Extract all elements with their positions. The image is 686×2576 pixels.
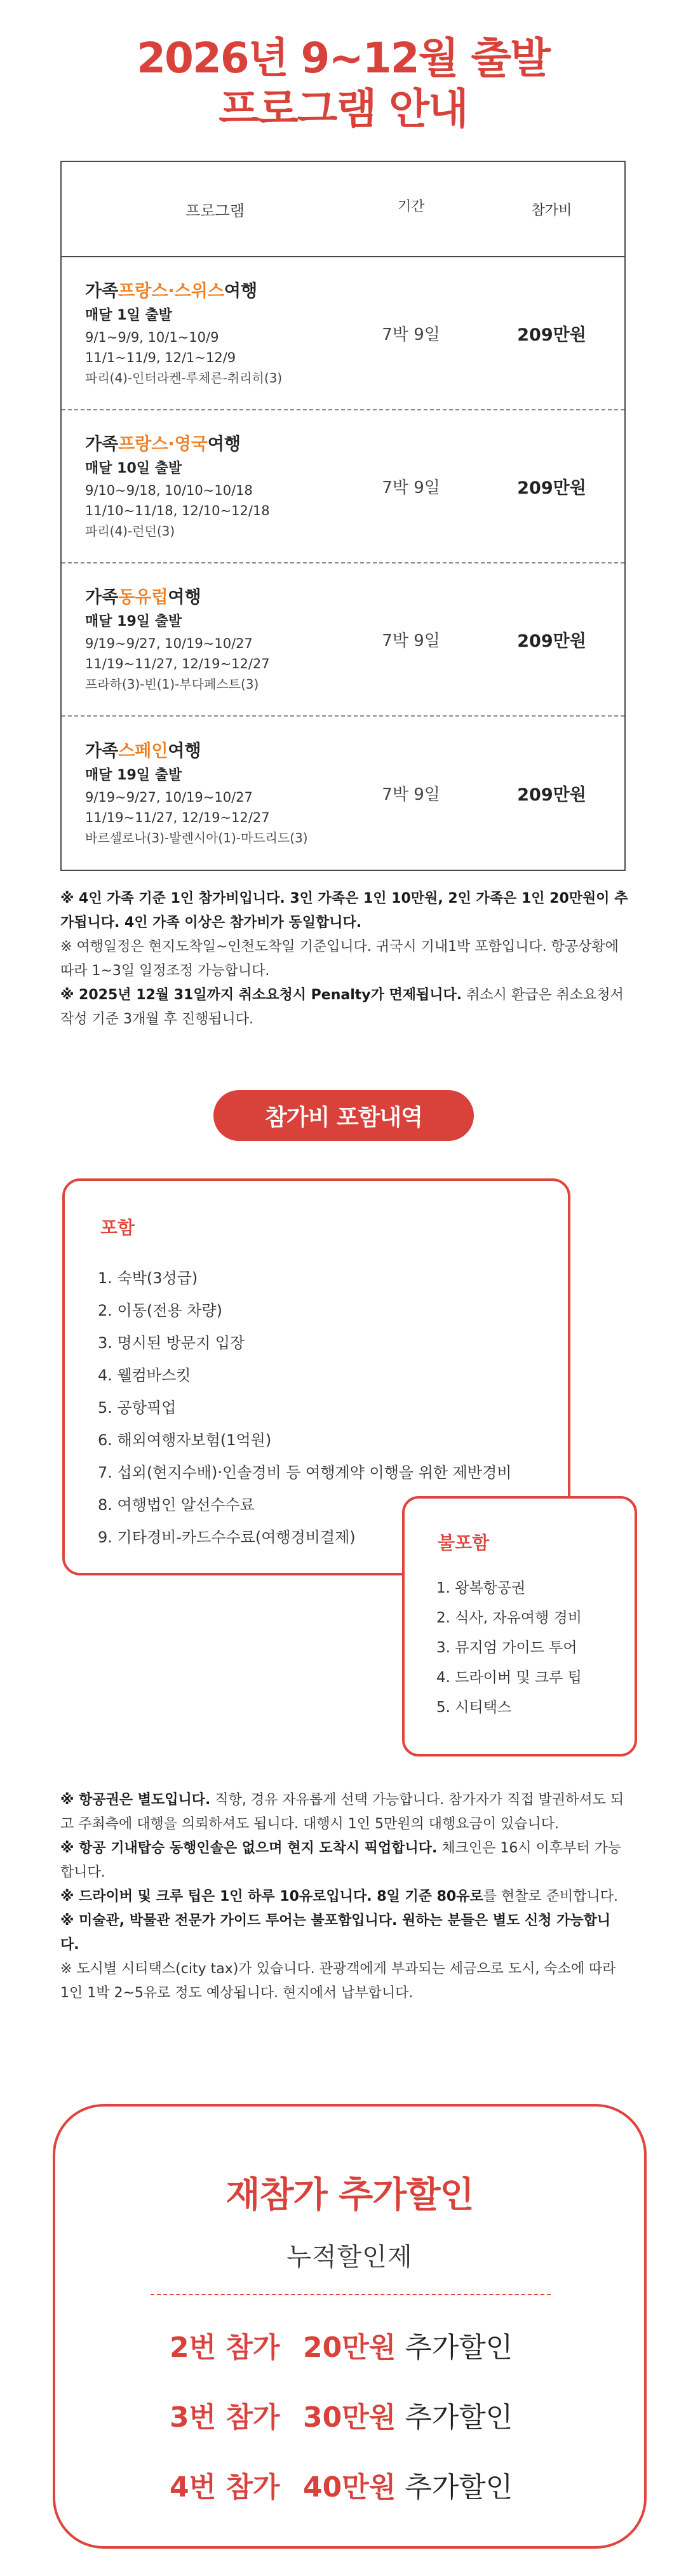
note-city-tax: ※ 도시별 시티택스(city tax)가 있습니다. 관광객에게 부과되는 세금으로 도시, 숙소에 따라 1인 1박 2~5유로 정도 예상됩니다. 현지에서 납부합니다.: [60, 1961, 616, 2001]
note-guide: [60, 1909, 629, 1957]
program-name: [85, 739, 343, 764]
dates-line-1: 9/19~9/27, 10/19~10/27: [85, 635, 253, 651]
dates-line-1: 9/1~9/9, 10/1~10/9: [85, 329, 219, 345]
list-item: 1. 숙박(3성급): [98, 1269, 198, 1287]
program-cell: [62, 279, 343, 388]
fee-cell: 209만원: [517, 785, 586, 805]
note-pickup-bold: ※ 항공 기내탑승 동행인솔은 없으며 현지 도착시 픽업합니다.: [60, 1840, 438, 1856]
list-item: 4. 드라이버 및 크루 팁: [436, 1669, 582, 1686]
fee-cell: 209만원: [517, 478, 586, 498]
discount-suffix: 추가할인: [405, 2471, 513, 2504]
discount-suffix: 추가할인: [405, 2401, 513, 2434]
list-item: 1. 왕복항공권: [436, 1580, 526, 1596]
note-guide-bold: ※ 미술관, 박물관 전문가 가이드 투어는 불포함입니다. 원하는 분들은 별도 신청 가능합니다.: [60, 1913, 611, 1953]
dates-line-2: 11/1~11/9, 12/1~12/9: [85, 349, 236, 365]
program-name: [85, 585, 343, 610]
departure-text: 매달 1일 출발: [85, 307, 172, 323]
program-highlight: 동유럽: [118, 587, 168, 607]
program-suffix: 여행: [207, 434, 241, 454]
duration-cell: 7박 9일: [382, 478, 440, 497]
list-item: 9. 기타경비-카드수수료(여행경비결제): [98, 1528, 356, 1546]
duration-cell: 7박 9일: [382, 785, 440, 804]
fee-cell: 209만원: [517, 631, 586, 651]
list-item: 3. 명시된 방문지 입장: [98, 1334, 245, 1352]
excluded-title: 불포함: [438, 1532, 490, 1553]
route-text: 바르셀로나(3)-발렌시아(1)-마드리드(3): [85, 830, 308, 846]
discount-row: [170, 2396, 513, 2434]
discount-amount: 30만원: [303, 2401, 396, 2434]
discount-title: 재참가 추가할인: [225, 2175, 474, 2216]
note-family-fee-text: ※ 4인 가족 기준 1인 참가비입니다. 3인 가족은 1인 10만원, 2인 가족은 1인 20만원이 추가됩니다. 4인 가족 이상은 참가비가 동일합니다.: [60, 891, 628, 931]
included-title: 포함: [100, 1217, 135, 1238]
dates-line-1: 9/19~9/27, 10/19~10/27: [85, 789, 253, 805]
list-item: 6. 해외여행자보험(1억원): [98, 1431, 272, 1449]
table-row: [62, 257, 624, 410]
header-duration: 기간: [397, 198, 425, 215]
program-cell: [62, 432, 343, 541]
list-item: 2. 식사, 자유여행 경비: [436, 1610, 582, 1626]
discount-suffix: 추가할인: [405, 2331, 513, 2364]
duration-cell: 7박 9일: [382, 325, 440, 344]
program-prefix: 가족: [85, 587, 119, 607]
program-prefix: 가족: [85, 281, 119, 301]
note-airfare-rest: 직항, 경유 자유롭게 선택 가능합니다. 참가자가 직접 발권하셔도 되고 주최측에 대행을 의뢰하셔도 됩니다. 대행시 1인 5만원의 대행요금이 있습니다.: [60, 1792, 624, 1832]
duration-cell: 7박 9일: [382, 631, 440, 651]
excluded-list: [436, 1574, 582, 1723]
page-title: [0, 33, 686, 135]
list-item: 5. 시티택스: [436, 1699, 512, 1716]
discount-count: 2번 참가: [170, 2331, 280, 2364]
discount-row: [170, 2465, 513, 2504]
program-prefix: 가족: [85, 434, 119, 454]
departure-text: 매달 19일 출발: [85, 613, 182, 630]
note-tip: [60, 1885, 629, 1909]
list-item: 7. 섭외(현지수배)·인솔경비 등 여행계약 이행을 위한 제반경비: [98, 1464, 512, 1481]
program-suffix: 여행: [168, 587, 201, 607]
program-suffix: 여행: [168, 741, 201, 761]
table-row: [62, 717, 624, 870]
table-row: [62, 410, 624, 563]
program-table: [60, 161, 626, 871]
program-highlight: 프랑스·영국: [118, 434, 208, 454]
discount-amount: 40만원: [303, 2471, 396, 2504]
program-name: [85, 432, 343, 457]
note-airfare: [60, 1788, 629, 1837]
note-pickup-rest: 체크인은 16시 이후부터 가능합니다.: [60, 1840, 622, 1880]
note-airfare-bold: ※ 항공권은 별도입니다.: [60, 1792, 211, 1808]
departure-text: 매달 10일 출발: [85, 460, 182, 476]
discount-count: 4번 참가: [170, 2471, 280, 2504]
route-text: 파리(4)-인터라켄-루체른-취리히(3): [85, 370, 283, 386]
dates-line-2: 11/10~11/18, 12/10~12/18: [85, 502, 270, 518]
note-penalty: [60, 983, 629, 1032]
program-prefix: 가족: [85, 741, 119, 761]
header-fee: 참가비: [531, 202, 572, 219]
departure-text: 매달 19일 출발: [85, 767, 182, 783]
header-program: 프로그램: [185, 201, 245, 220]
note-itinerary: ※ 여행일정은 현지도착일~인천도착일 기준입니다. 귀국시 기내1박 포함입니다. 항공상황에 따라 1~3일 일정조정 가능합니다.: [60, 939, 619, 979]
note-penalty-rest: 취소시 환급은 취소요청서 작성 기준 3개월 후 진행됩니다.: [60, 987, 624, 1027]
discount-box: [53, 2104, 647, 2549]
route-text: 파리(4)-런던(3): [85, 523, 175, 539]
fee-notes: [60, 887, 629, 1032]
note-tip-bold: ※ 드라이버 및 크루 팁은 1인 하루 10유로입니다. 8일 기준 80유로: [60, 1889, 483, 1905]
discount-subtitle: 누적할인제: [286, 2242, 413, 2272]
program-name: [85, 279, 343, 304]
excluded-box: [402, 1496, 637, 1757]
program-highlight: 프랑스·스위스: [118, 281, 224, 301]
fee-cell: 209만원: [517, 325, 586, 345]
list-item: 3. 뮤지엄 가이드 투어: [436, 1640, 577, 1656]
title-line-1: 2026년 9~12월 출발: [137, 34, 549, 83]
list-item: 2. 이동(전용 차량): [98, 1302, 222, 1319]
dates-line-1: 9/10~9/18, 10/10~10/18: [85, 482, 253, 498]
note-pickup: [60, 1837, 629, 1885]
list-item: 5. 공항픽업: [98, 1399, 177, 1417]
list-item: 8. 여행법인 알선수수료: [98, 1496, 255, 1514]
program-cell: [62, 739, 343, 848]
title-line-2: 프로그램 안내: [219, 84, 467, 133]
list-item: 4. 웰컴바스킷: [98, 1366, 191, 1384]
section-badge: 참가비 포함내역: [213, 1090, 474, 1141]
program-cell: [62, 585, 343, 694]
table-header: [62, 162, 624, 257]
note-family-fee: [60, 887, 629, 935]
discount-row: [170, 2326, 513, 2364]
program-suffix: 여행: [224, 281, 258, 301]
note-penalty-bold: ※ 2025년 12월 31일까지 취소요청시 Penalty가 면제됩니다.: [60, 987, 462, 1003]
program-highlight: 스페인: [118, 741, 168, 761]
route-text: 프라하(3)-빈(1)-부다페스트(3): [85, 676, 259, 692]
dates-line-2: 11/19~11/27, 12/19~12/27: [85, 809, 270, 825]
table-row: [62, 563, 624, 717]
note-tip-rest: 를 현찰로 준비합니다.: [483, 1889, 618, 1905]
discount-count: 3번 참가: [170, 2401, 280, 2434]
discount-divider: [151, 2294, 551, 2295]
extra-notes: [60, 1788, 629, 2006]
discount-amount: 20만원: [303, 2331, 396, 2364]
dates-line-2: 11/19~11/27, 12/19~12/27: [85, 656, 270, 671]
